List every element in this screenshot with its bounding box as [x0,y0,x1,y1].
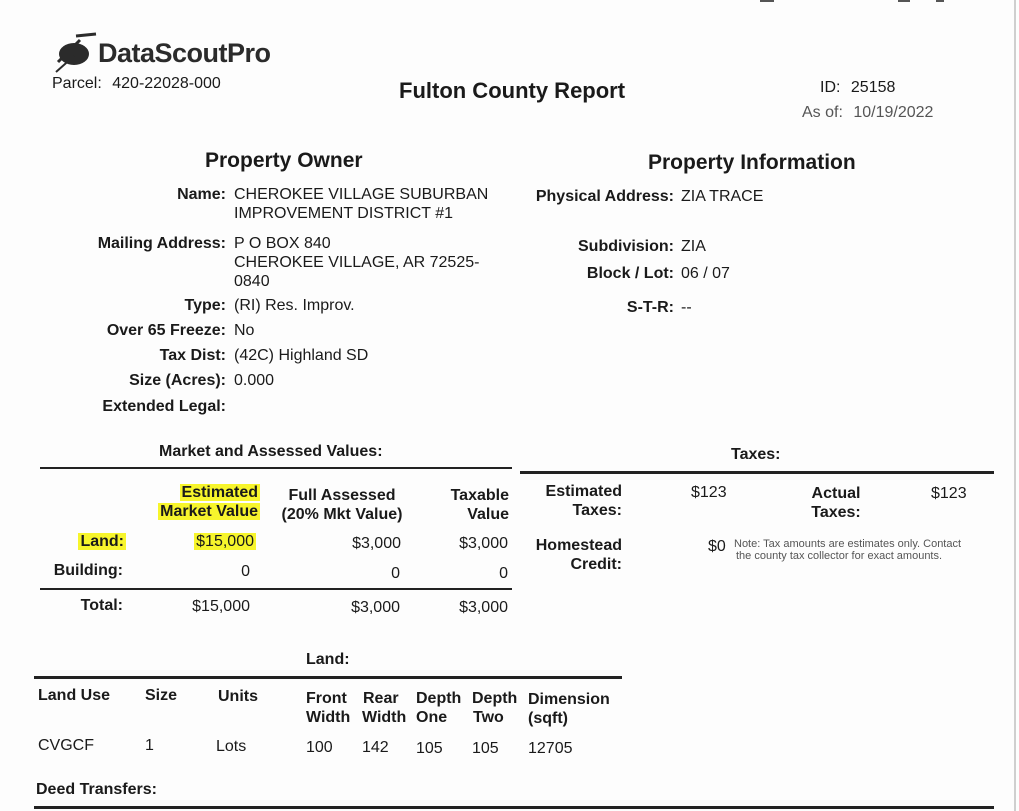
land-heading: Land: [306,651,350,668]
subdivision-value: ZIA [681,238,706,255]
land-taxable-value: $3,000 [459,535,508,552]
deed-rule [34,806,994,809]
land-row-depth-one: 105 [416,740,443,757]
market-values-heading: Market and Assessed Values: [159,443,383,460]
tax-note-line2: the county tax collector for exact amounts. [736,550,943,562]
market-col-line1: Estimated [181,484,258,501]
estimated-taxes-value: $123 [691,484,727,501]
assessed-col-line1: Full Assessed [288,487,396,504]
tax-dist-value: (42C) Highland SD [234,347,369,364]
mailing-address-line1: P O BOX 840 [234,235,331,252]
land-label: Land: [80,533,124,550]
estimated-taxes-label [520,482,622,520]
assessed-col-line2: (20% Mkt Value) [281,506,403,523]
property-heading: Property Information [648,151,856,174]
tax-dist-label: Tax Dist: [159,347,226,364]
market-total-rule [40,588,512,590]
taxable-col-line2: Value [467,506,509,523]
type-label: Type: [184,297,226,314]
land-col-depth-one [416,689,461,727]
market-col-line2: Market Value [160,503,258,520]
actual-taxes-value: $123 [931,485,967,502]
land-col-units: Units [218,688,258,705]
subdivision-label: Subdivision: [578,238,674,255]
land-row-size: 1 [145,737,154,754]
scout-logo-icon [52,32,100,76]
taxes-heading: Taxes: [731,446,781,463]
land-assessed-value: $3,000 [352,535,401,552]
size-acres-value: 0.000 [234,372,275,389]
land-row-rear: 142 [362,739,389,756]
rear-width-line2: Width [362,709,407,726]
physical-address-value: ZIA TRACE [681,188,764,205]
page-edge-top-mark [760,0,774,2]
page-title: Fulton County Report [399,78,626,103]
report-id [820,79,895,97]
depth-two-line2: Two [473,709,504,726]
extended-legal-label: Extended Legal: [102,398,226,415]
land-col-front-width [306,689,350,727]
freeze-value: No [234,322,255,339]
id-label: ID: [820,79,841,96]
taxes-top-rule [520,471,994,474]
homestead-line1: Homestead [535,537,622,554]
building-taxable-value: 0 [499,565,508,582]
land-row-use: CVGCF [38,737,94,754]
dimension-line2: (sqft) [528,710,568,727]
mailing-address-line2: CHEROKEE VILLAGE, AR 72525- [234,254,480,271]
homestead-line2: Credit: [570,556,622,573]
front-width-line1: Front [306,690,347,707]
total-label: Total: [80,597,123,614]
size-acres-label: Size (Acres): [129,372,226,389]
asof-label: As of: [802,104,843,121]
str-value: -- [681,299,692,316]
block-lot-label: Block / Lot: [586,265,674,282]
market-top-rule [40,467,512,469]
land-col-size: Size [145,687,178,704]
homestead-credit-value: $0 [708,538,726,555]
tax-note [734,538,961,562]
land-col-use: Land Use [38,687,111,704]
land-row-depth-two: 105 [472,740,499,757]
brand-name: DataScoutPro [98,38,271,68]
owner-name-line1: CHEROKEE VILLAGE SUBURBAN [234,186,489,203]
land-col-dimension [528,690,610,728]
land-row-front: 100 [306,739,333,756]
owner-heading: Property Owner [205,149,363,172]
land-market-value [150,533,256,551]
parcel-label: Parcel: [52,75,102,92]
actual-taxes-line1: Actual [811,485,861,502]
building-assessed-value: 0 [391,565,400,582]
market-col-header [140,483,260,521]
depth-one-line1: Depth [416,690,462,707]
block-lot-value: 06 / 07 [681,265,730,282]
owner-name-line2: IMPROVEMENT DISTRICT #1 [234,205,453,222]
parcel-value: 420-22028-000 [112,75,221,92]
physical-address-label: Physical Address: [535,188,674,205]
mailing-address-line3: 0840 [234,273,270,290]
front-width-line2: Width [306,709,351,726]
building-market-value: 0 [241,563,250,580]
land-col-depth-two [472,689,517,727]
land-market-text: $15,000 [196,533,254,550]
owner-name-label: Name: [177,186,226,203]
asof-value: 10/19/2022 [853,104,934,121]
depth-one-line2: One [416,709,448,726]
actual-taxes-line2: Taxes: [811,504,861,521]
deed-transfers-heading: Deed Transfers: [36,781,157,798]
total-market-value: $15,000 [192,598,250,615]
taxable-col-line1: Taxable [450,487,509,504]
building-label: Building: [53,562,123,579]
rear-width-line1: Rear [363,690,399,707]
taxable-col-header [430,486,509,524]
dimension-line1: Dimension [528,691,610,708]
total-taxable-value: $3,000 [459,599,508,616]
page-edge-top-mark [936,0,944,2]
land-row-units: Lots [216,738,247,755]
type-value: (RI) Res. Improv. [234,297,355,314]
str-label: S-T-R: [626,299,674,316]
estimated-taxes-line1: Estimated [545,483,622,500]
page-edge-right [1014,0,1016,811]
land-col-rear-width [362,689,406,727]
assessed-col-header [266,486,418,524]
mailing-address-label: Mailing Address: [97,235,226,252]
homestead-credit-label [520,536,622,574]
parcel-line [52,75,221,93]
estimated-taxes-line2: Taxes: [572,502,622,519]
freeze-label: Over 65 Freeze: [106,322,226,339]
page-edge-top-mark [898,0,910,2]
total-assessed-value: $3,000 [351,599,400,616]
as-of-date [802,104,933,122]
id-value: 25158 [850,79,896,96]
tax-note-line1: Note: Tax amounts are estimates only. Contact [734,538,962,550]
actual-taxes-label [786,484,886,522]
land-top-rule [34,676,622,679]
depth-two-line1: Depth [472,690,518,707]
land-row-label [40,533,126,551]
brand-logo [52,32,292,76]
land-row-dimension: 12705 [528,740,573,757]
